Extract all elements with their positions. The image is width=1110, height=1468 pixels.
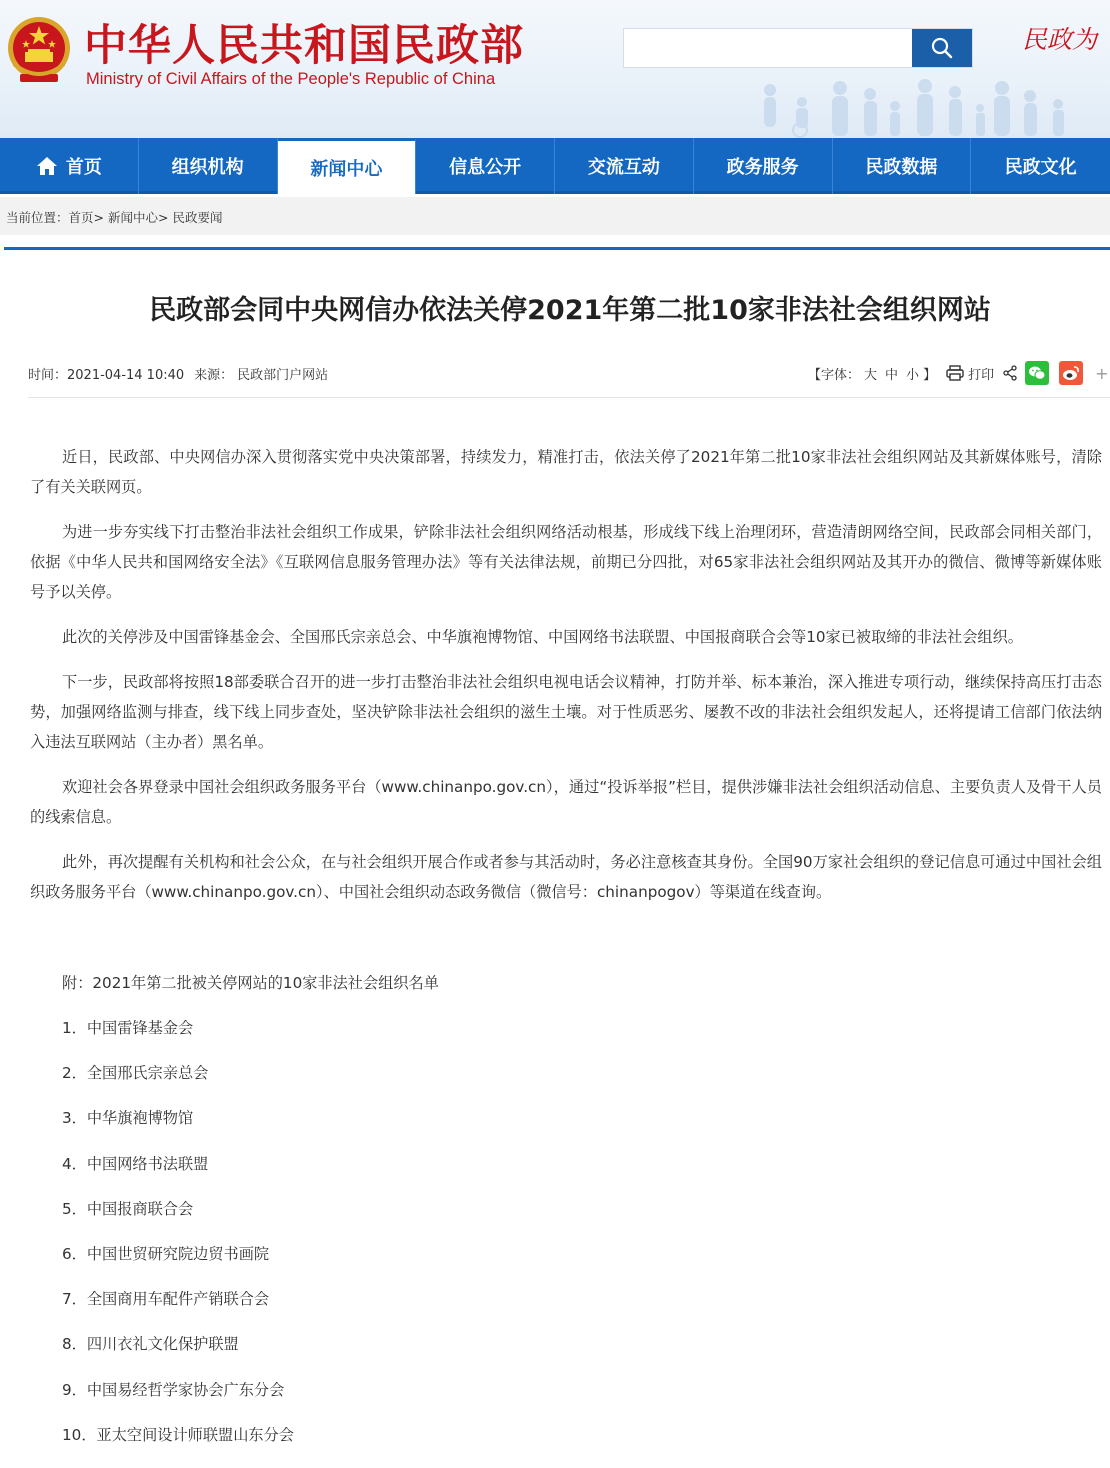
breadcrumb: [6, 208, 222, 226]
list-item: 3．中华旗袍博物馆: [62, 1109, 194, 1128]
main-nav: [0, 138, 1110, 194]
meta-divider: [28, 397, 1110, 398]
nav-item-civil-data[interactable]: 民政数据: [833, 138, 972, 194]
article-paragraph: 此次的关停涉及中国雷锋基金会、全国邢氏宗亲总会、中华旗袍博物馆、中国网络书法联盟、中国报商联合会等10家已被取缔的非法社会组织。: [62, 628, 1023, 646]
source-value: 民政部门户网站: [237, 368, 329, 383]
list-item: 8．四川衣礼文化保护联盟: [62, 1335, 239, 1354]
print-button[interactable]: [946, 364, 994, 383]
list-item: 10．亚太空间设计师联盟山东分会: [62, 1425, 294, 1444]
print-label: 打印: [968, 367, 995, 383]
search-box: [623, 28, 973, 68]
search-input[interactable]: [624, 29, 912, 67]
list-item: 7．全国商用车配件产销联合会: [62, 1290, 270, 1309]
article-paragraph: 下一步，民政部将按照18部委联合召开的进一步打击整治非法社会组织电视电话会议精神，打防并举、标本兼治，深入推进专项行动，继续保持高压打击态势，加强网络监测与排查，线下线上同步查处，坚决铲除非法社会组织的滋生土壤。对于性质恶劣、屡教不改的非法社会组织发起人，还将提请工信部门依法纳入违法互联网站（主办者）黑名单。: [30, 673, 1102, 751]
font-size-small-button[interactable]: 小: [906, 367, 920, 383]
organization-list: [62, 1013, 294, 1465]
more-share-icon[interactable]: +: [1095, 363, 1109, 383]
nav-item-organization[interactable]: 组织机构: [139, 138, 278, 194]
breadcrumb-link-news[interactable]: 新闻中心: [107, 210, 158, 225]
home-icon: [36, 156, 58, 176]
nav-item-news-center[interactable]: 新闻中心: [278, 138, 417, 194]
breadcrumb-separator: >: [158, 210, 173, 225]
font-size-medium-button[interactable]: 中: [885, 367, 899, 383]
article-tools: [808, 360, 1109, 386]
site-title: 中华人民共和国民政部: [84, 21, 524, 71]
share-wechat-button[interactable]: [1025, 361, 1049, 385]
nav-item-info-disclosure[interactable]: 信息公开: [416, 138, 555, 194]
nav-item-home[interactable]: [0, 138, 139, 194]
article-paragraph: 欢迎社会各界登录中国社会组织政务服务平台（www.chinanpo.gov.cn），通过“投诉举报”栏目，提供涉嫌非法社会组织活动信息、主要负责人及骨干人员的线索信息。: [30, 778, 1102, 826]
font-size-label: 【字体：: [808, 367, 861, 383]
article-paragraph: 此外，再次提醒有关机构和社会公众，在与社会组织开展合作或者参与其活动时，务必注意核查其身份。全国90万家社会组织的登记信息可通过中国社会组织政务服务平台（www.chinanpo.gov.cn）、中国社会组织动态政务微信（微信号：chinanpogov）等渠道在线查询。: [30, 853, 1102, 901]
nav-item-civil-culture[interactable]: 民政文化: [1004, 157, 1077, 178]
share-icon[interactable]: [1002, 365, 1018, 381]
list-item: 1．中国雷锋基金会: [62, 1019, 194, 1037]
print-icon: [946, 365, 964, 381]
nav-item-interaction[interactable]: 交流互动: [555, 138, 694, 194]
source-label: 来源：: [194, 368, 234, 383]
slogan-calligraphy: 民政为: [1022, 25, 1098, 54]
breadcrumb-bar: [0, 197, 1110, 235]
weibo-icon: [1062, 365, 1080, 381]
list-item: 9．中国易经哲学家协会广东分会: [62, 1380, 285, 1399]
site-subtitle: Ministry of Civil Affairs of the People's Republic of China: [86, 70, 496, 88]
breadcrumb-prefix: 当前位置：: [6, 210, 69, 225]
nav-item-label: 首页: [65, 157, 102, 178]
article-paragraph: 为进一步夯实线下打击整治非法社会组织工作成果，铲除非法社会组织网络活动根基，形成线下线上治理闭环，营造清朗网络空间，民政部会同相关部门，依据《中华人民共和国网络安全法》《互联网信息服务管理办法》等有关法律法规，前期已分四批，对65家非法社会组织网站及其开办的微信、微博等新媒体账号予以关停。: [30, 523, 1102, 601]
breadcrumb-link-home[interactable]: 首页: [68, 210, 94, 225]
people-silhouette-decoration: [740, 78, 1110, 138]
content-top-divider: [4, 247, 1110, 250]
list-item: 5．中国报商联合会: [62, 1199, 194, 1218]
article-meta: [28, 364, 338, 383]
publish-time: 时间：2021-04-14 10:40: [28, 368, 185, 383]
article-paragraph: 近日，民政部、中央网信办深入贯彻落实党中央决策部署，持续发力，精准打击，依法关停了2021年第二批10家非法社会组织网站及其新媒体账号，清除了有关关联网页。: [30, 448, 1102, 496]
font-size-close: 】: [923, 367, 937, 383]
search-icon: [930, 36, 954, 60]
list-item: 6．中国世贸研究院边贸书画院: [62, 1244, 270, 1263]
appendix-title: 附：2021年第二批被关停网站的10家非法社会组织名单: [62, 974, 439, 992]
breadcrumb-link-current[interactable]: 民政要闻: [172, 210, 223, 225]
list-item: 2．全国邢氏宗亲总会: [62, 1064, 209, 1083]
share-weibo-button[interactable]: [1059, 361, 1083, 385]
font-size-large-button[interactable]: 大: [864, 367, 878, 383]
nav-item-gov-services[interactable]: 政务服务: [694, 138, 833, 194]
wechat-icon: [1028, 365, 1046, 381]
list-item: 4．中国网络书法联盟: [62, 1154, 209, 1173]
search-button[interactable]: [912, 29, 972, 67]
article-body: [30, 442, 1102, 922]
national-emblem-icon: [6, 14, 72, 86]
breadcrumb-separator: >: [93, 210, 108, 225]
site-header: [0, 0, 1110, 138]
article-title: 民政部会同中央网信办依法关停2021年第二批10家非法社会组织网站: [149, 295, 991, 326]
